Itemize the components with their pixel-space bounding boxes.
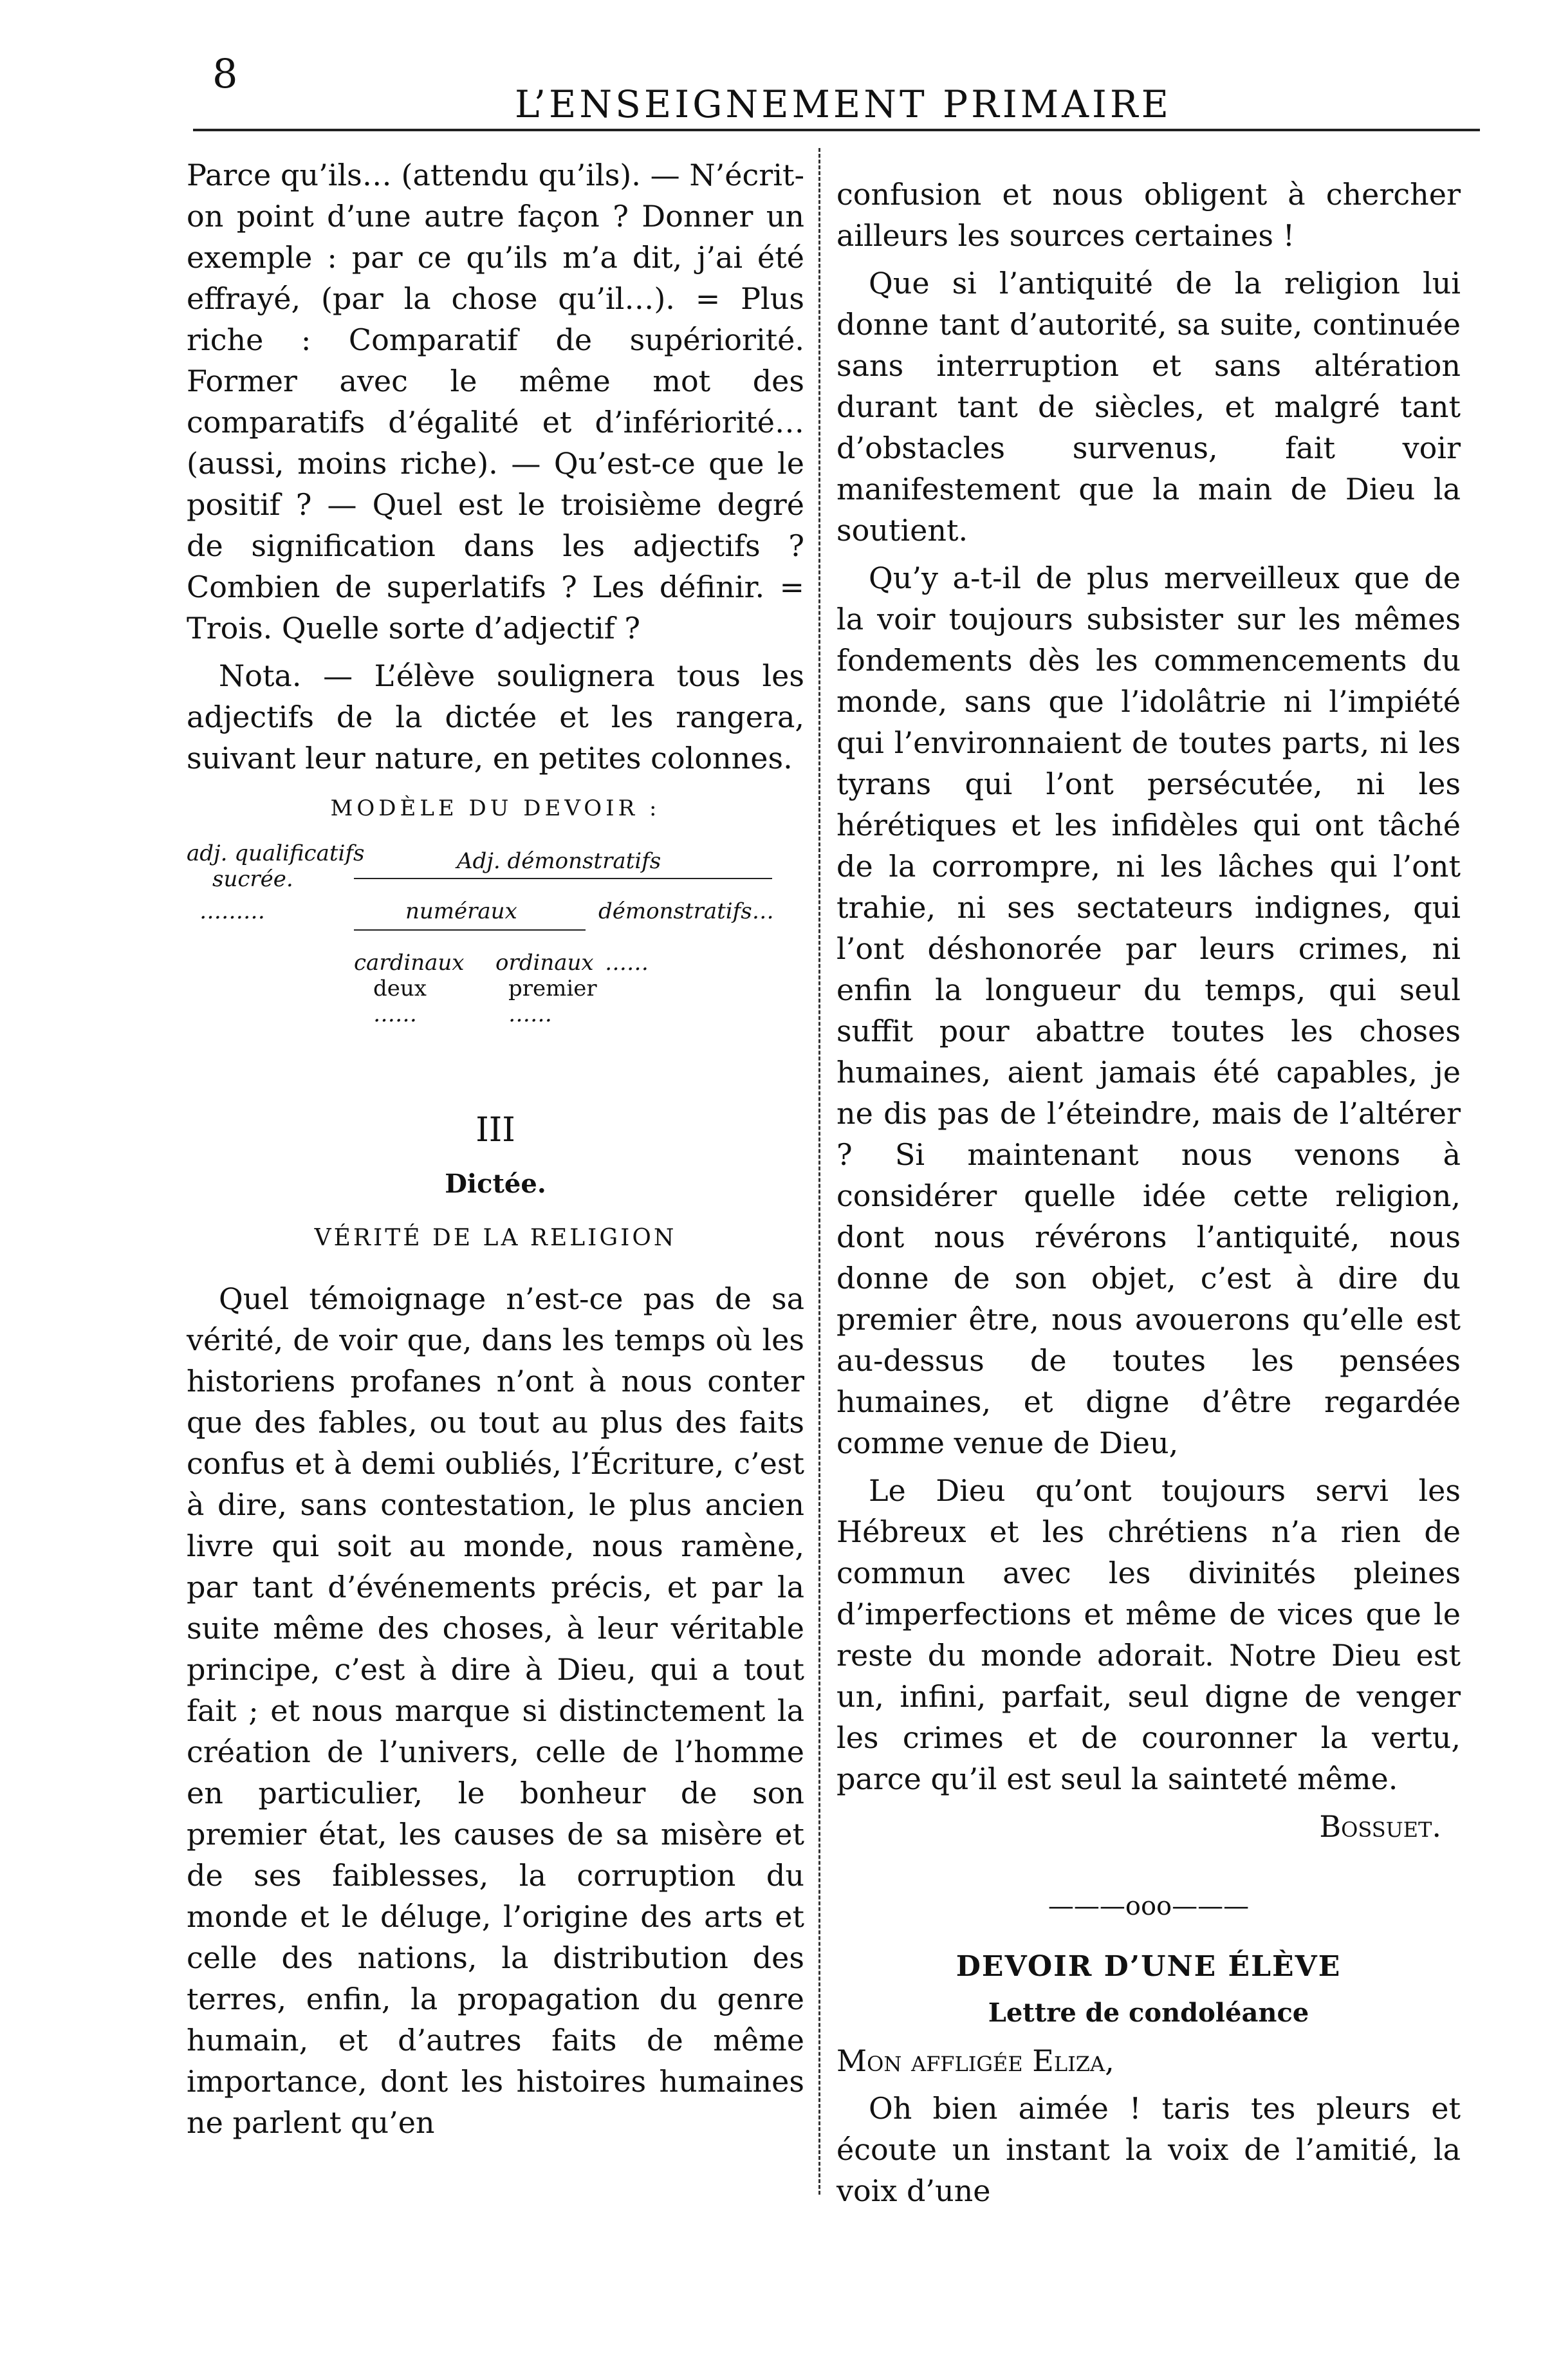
letter-subtitle: Lettre de condoléance — [988, 1998, 1309, 2028]
left-column — [187, 154, 804, 2150]
dictee-continuation: confusion et nous obligent à chercher ailleurs les sources certaines ! — [836, 177, 1461, 253]
model-dots-1: ……… — [199, 898, 265, 924]
model-cardinaux: cardinaux — [354, 950, 465, 976]
dictee-paragraph-1: Quel témoignage n’est-ce pas de sa vérité, de voir que, dans les temps où les historiens profanes n’ont à nous conter que des fables, ou tout au plus des faits confus et à demi oubliés, l’Écriture, c’est à dire, sans contestation, le plus ancien livre qui soit au monde, nous ramène, par tant d’événements précis, et par la suite même des choses, à leur véritable principe, c’est à dire à Dieu, qui a tout fait ; et nous marque si distinctement la création de l’univers, celle de l’homme en particulier, le bonheur de son premier état, les causes de sa misère et de ses faiblesses, la corruption du monde et le déluge, l’origine des arts et celle des nations, la distribution des terres, enfin, la propagation du genre humain, et d’autres faits de même importance, dont les histoires humaines ne parlent qu’en — [187, 1281, 804, 2140]
ornament-separator: ———ooo——— — [1048, 1892, 1250, 1921]
model-premier: premier — [508, 976, 597, 1001]
model-numeraux: numéraux — [405, 898, 517, 924]
dictee-heading: Dictée. — [445, 1169, 546, 1199]
section-number: III — [476, 1111, 515, 1149]
nota-paragraph: Nota. — L’élève soulignera tous les adjectifs de la dictée et les rangera, suivant leur nature, en petites colonnes. — [187, 658, 804, 776]
model-adj-demonstratifs: Adj. démonstratifs — [457, 848, 661, 874]
letter-body: Oh bien aimée ! taris tes pleurs et écoute un instant la voix de l’amitié, la voix d’une — [836, 2091, 1461, 2208]
model-rule-1 — [354, 878, 772, 879]
page-number: 8 — [212, 50, 238, 97]
dictee-paragraph-4: Le Dieu qu’ont toujours servi les Hébreux et les chrétiens n’a rien de commun avec les divinités pleines d’imperfections et même de vices que le reste du monde adorait. Notre Dieu est un, infini, parfait, seul digne de venger les crimes et de couronner la vertu, parce qu’il est seul la sainteté même. — [836, 1473, 1461, 1796]
running-title: L’ENSEIGNEMENT PRIMAIRE — [515, 82, 1172, 126]
grammar-questions: Parce qu’ils… (attendu qu’ils). — N’écrit-on point d’une autre façon ? Donner un exemple : par ce qu’ils m’a dit, j’ai été effrayé, (par la chose qu’il…). = Plus riche : Comparatif de supériorité. Former avec le même mot des comparatifs d’égalité et d’infériorité… (aussi, moins riche). — Qu’est-ce que le positif ? — Quel est le troisième degré de signification dans les adjectifs ? Combien de superlatifs ? Les définir. = Trois. Quelle sorte d’adjectif ? — [187, 158, 804, 646]
column-divider — [818, 148, 820, 2195]
model-dots-2: …… — [605, 950, 649, 976]
dictee-paragraph-2: Que si l’antiquité de la religion lui donne tant d’autorité, sa suite, continuée sans interruption et sans altération durant tant de siècles, et malgré tant d’obstacles survenus, fait voir manifestement que la main de Dieu la soutient. — [836, 266, 1461, 548]
model-dots-3: …… — [373, 1001, 417, 1027]
header-rule — [193, 129, 1480, 131]
model-title: MODÈLE DU DEVOIR : — [330, 795, 661, 821]
right-column — [836, 174, 1461, 2218]
model-adj-qualificatifs: adj. qualificatifs — [187, 841, 365, 866]
dictee-title: VÉRITÉ DE LA RELIGION — [314, 1225, 677, 1251]
model-demonstratifs: démonstratifs… — [598, 898, 774, 924]
model-rule-2 — [354, 929, 586, 931]
model-sucree: sucrée. — [212, 866, 293, 892]
devoir-heading: DEVOIR D’UNE ÉLÈVE — [956, 1950, 1342, 1983]
model-ordinaux: ordinaux — [495, 950, 594, 976]
model-diagram — [187, 833, 804, 1077]
model-dots-4: …… — [508, 1001, 552, 1027]
letter-salutation: Mon affligée Eliza, — [836, 2043, 1114, 2078]
model-deux: deux — [373, 976, 427, 1001]
author-signature: Bossuet. — [1319, 1809, 1441, 1844]
dictee-paragraph-3: Qu’y a-t-il de plus merveilleux que de la voir toujours subsister sur les mêmes fondements dès les commencements du monde, sans que l’idolâtrie ni l’impiété qui l’environnaient de toutes parts, ni les tyrans qui l’ont persécutée, ni les hérétiques et les infidèles qui ont tâché de la corrompre, ni les lâches qui l’ont trahie, ni ses sectateurs indignes, qui l’ont déshonorée par leurs crimes, ni enfin la longueur du temps, qui seul suffit pour abattre toutes les choses humaines, aient jamais été capables, je ne dis pas de l’éteindre, mais de l’altérer ? Si maintenant nous venons à considérer quelle idée cette religion, dont nous révérons l’antiquité, nous donne de son objet, c’est à dire du premier être, nous avouerons qu’elle est au-dessus de toutes les pensées humaines, et digne d’être regardée comme venue de Dieu, — [836, 561, 1461, 1460]
